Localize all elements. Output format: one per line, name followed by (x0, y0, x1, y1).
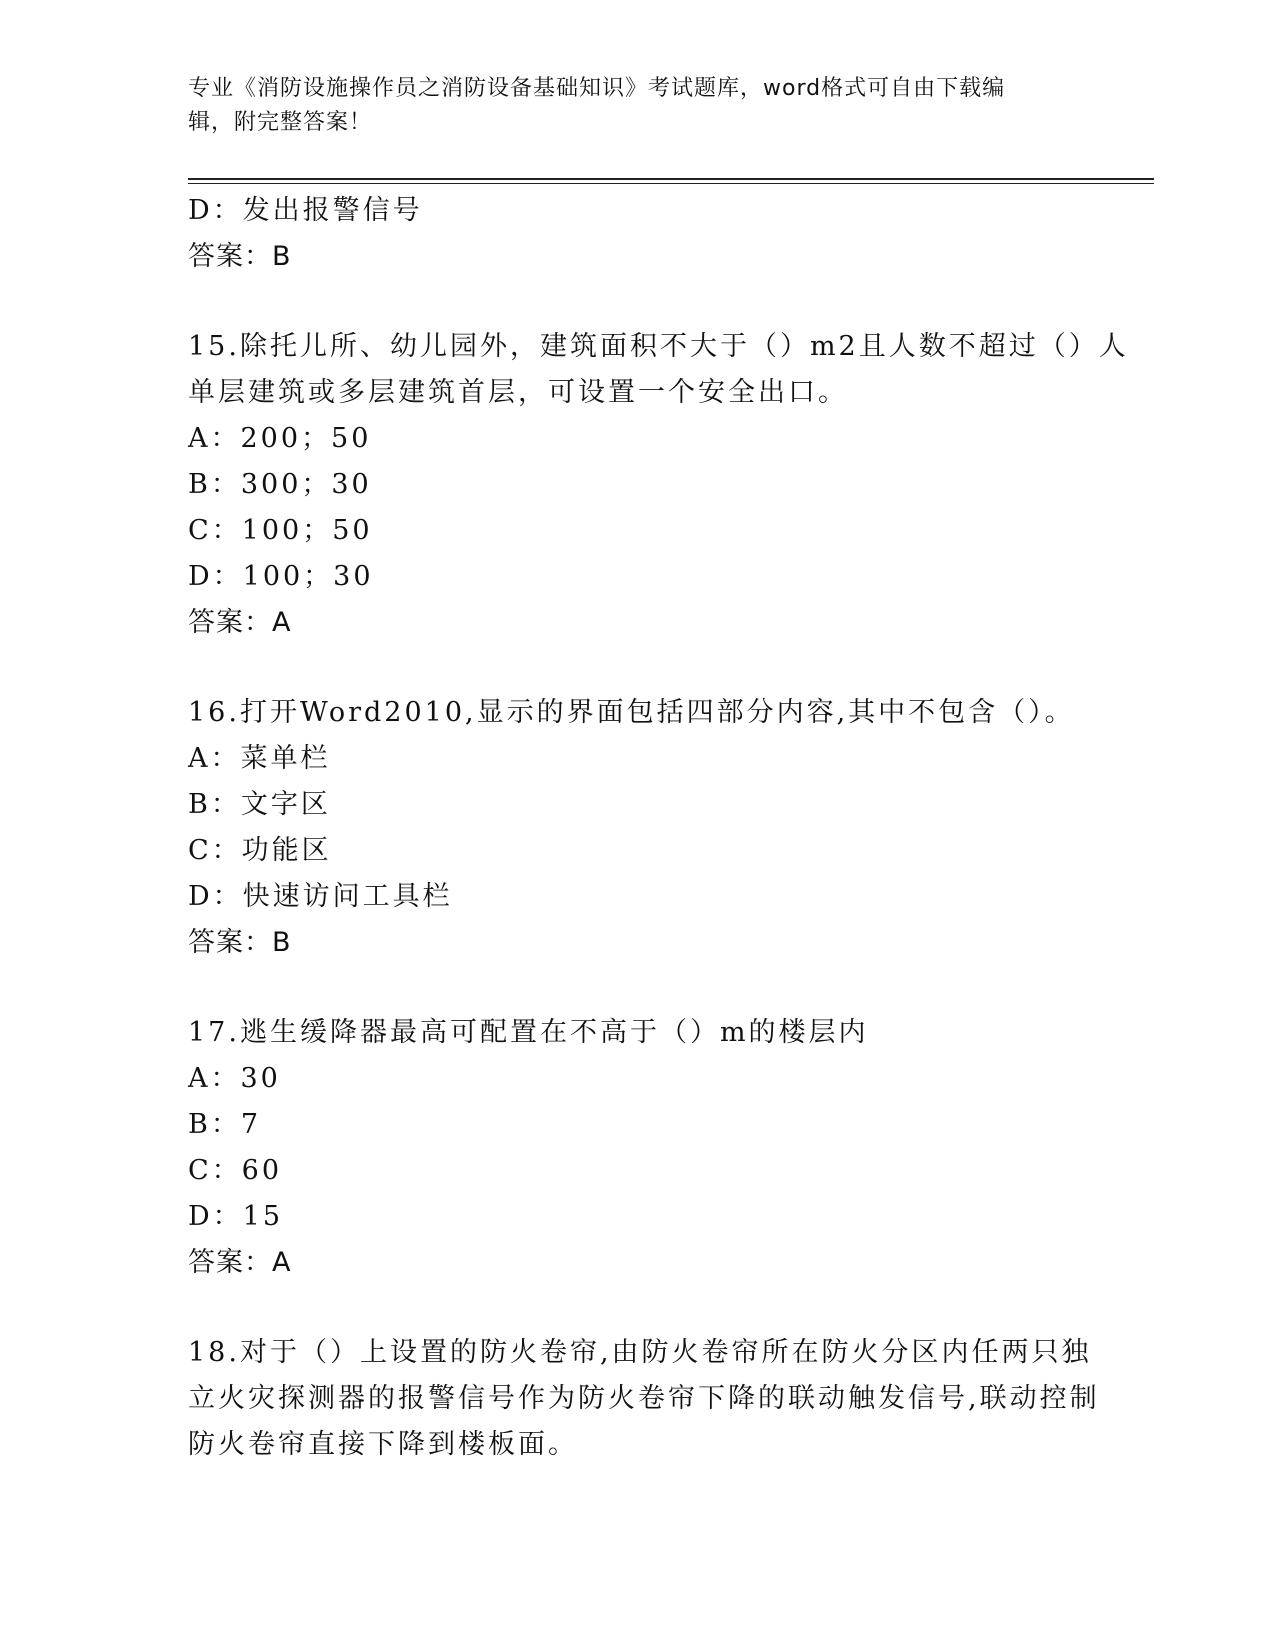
header-divider-thick (188, 178, 1154, 180)
option-a: A：200；50 (188, 423, 372, 454)
header-divider-thin (188, 183, 1154, 184)
prev-answer: 答案：B (188, 241, 292, 272)
question-stem: 17.逃生缓降器最高可配置在不高于（）m的楼层内 (188, 1017, 869, 1048)
question-stem: 单层建筑或多层建筑首层，可设置一个安全出口。 (188, 377, 848, 408)
question-stem: 防火卷帘直接下降到楼板面。 (188, 1429, 578, 1460)
option-a: A：30 (188, 1063, 281, 1094)
question-stem: 16.打开Word2010,显示的界面包括四部分内容,其中不包含（）。 (188, 697, 1075, 728)
header-line-2: 辑，附完整答案！ (188, 110, 373, 135)
option-b: B：文字区 (188, 789, 331, 820)
answer: 答案：A (188, 607, 292, 638)
option-d: D：15 (188, 1201, 284, 1232)
option-c: C：60 (188, 1155, 283, 1186)
question-17 (188, 1010, 1088, 1286)
answer: 答案：A (188, 1247, 292, 1278)
page-header (188, 72, 1068, 140)
option-a: A：菜单栏 (188, 743, 331, 774)
question-content (188, 188, 1129, 1468)
option-d: D：快速访问工具栏 (188, 881, 453, 912)
question-16 (188, 690, 1088, 966)
question-stem: 立火灾探测器的报警信号作为防火卷帘下降的联动触发信号,联动控制 (188, 1383, 1100, 1414)
option-d: D：100；30 (188, 561, 374, 592)
question-18 (188, 1330, 1100, 1468)
question-15 (188, 324, 1129, 646)
question-stem: 15.除托儿所、幼儿园外，建筑面积不大于（）m2且人数不超过（）人 (188, 331, 1129, 362)
prev-option-d: D：发出报警信号 (188, 195, 423, 226)
header-line-1: 专业《消防设施操作员之消防设备基础知识》考试题库，word格式可自由下载编 (188, 76, 1006, 101)
question-stem: 18.对于（）上设置的防火卷帘,由防火卷帘所在防火分区内任两只独 (188, 1337, 1092, 1368)
option-c: C：100；50 (188, 515, 373, 546)
option-c: C：功能区 (188, 835, 332, 866)
answer: 答案：B (188, 927, 292, 958)
option-b: B：300；30 (188, 469, 372, 500)
option-b: B：7 (188, 1109, 262, 1140)
